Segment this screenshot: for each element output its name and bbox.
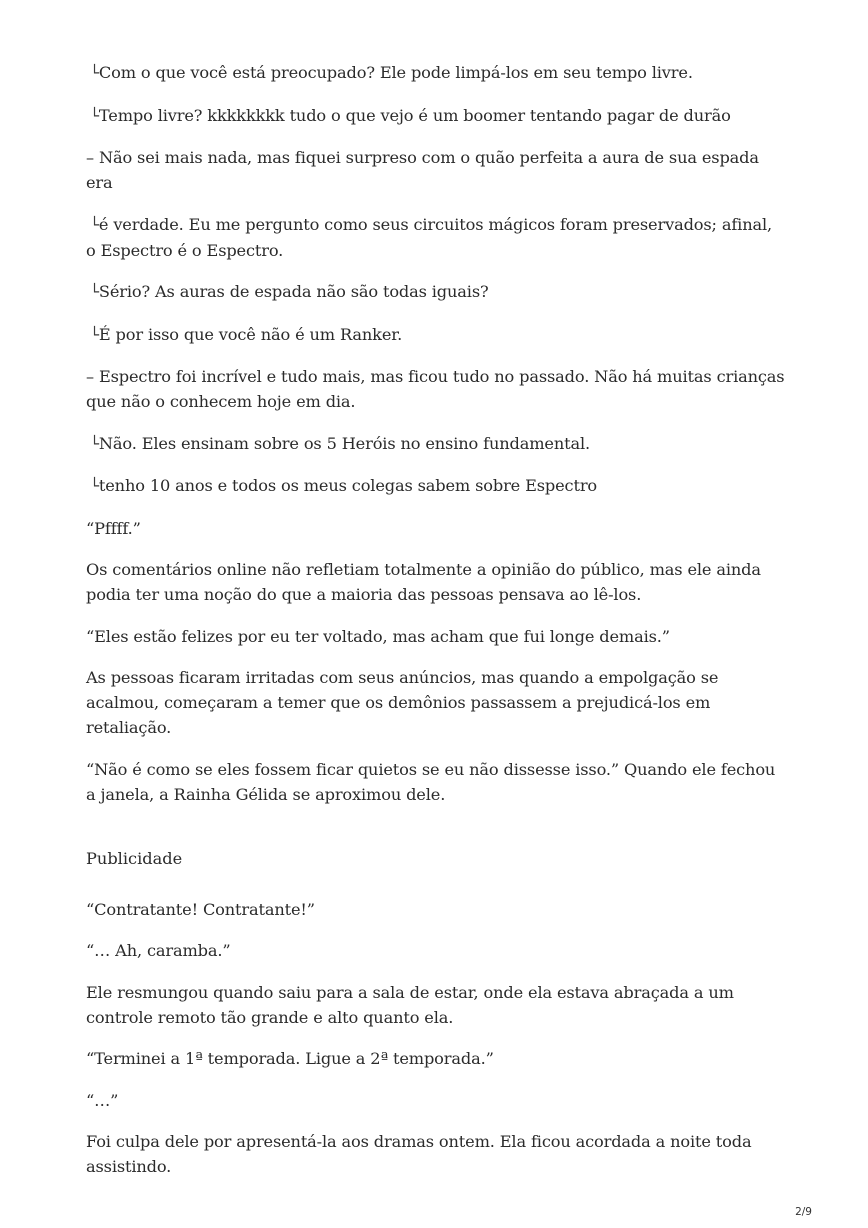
comment-reply [86, 60, 786, 86]
comment-text: Com o que você está preocupado? Ele pode limpá-los em seu tempo livre. [98, 63, 693, 82]
comment-reply [86, 212, 786, 263]
reply-marker: └ [90, 325, 99, 344]
comment-reply [86, 279, 786, 305]
reply-marker: └ [90, 283, 99, 301]
paragraph: Foi culpa dele por apresentá-la aos dramas ontem. Ela ficou acordada a noite toda assistindo. [86, 1132, 752, 1176]
comment-text: tenho 10 anos e todos os meus colegas sabem sobre Espectro [98, 476, 598, 495]
paragraph: “Terminei a 1ª temporada. Ligue a 2ª temporada.” [86, 1049, 494, 1068]
page-number: 2/9 [795, 1206, 812, 1218]
paragraph: Os comentários online não refletiam totalmente a opinião do público, mas ele ainda podia ter uma noção do que a maioria das pessoas pensava ao lê-los. [86, 560, 761, 604]
paragraph: “Eles estão felizes por eu ter voltado, mas acham que fui longe demais.” [86, 626, 670, 646]
reply-marker: └ [90, 106, 99, 125]
document-body [86, 60, 786, 1196]
reply-marker: └ [90, 215, 99, 234]
comment-thread [86, 60, 786, 499]
comment-text: é verdade. Eu me pergunto como seus circuitos mágicos foram preservados; afinal, o Espectro é o Espectro. [86, 214, 773, 260]
comment-text: – Espectro foi incrível e tudo mais, mas ficou tudo no passado. Não há muitas crianças que não o conhecem hoje em dia. [86, 367, 785, 411]
paragraph: “Contratante! Contratante!” [86, 899, 315, 919]
comment-text: É por isso que você não é um Ranker. [98, 324, 403, 344]
paragraph: “…” [86, 1090, 119, 1110]
advertisement-label: Publicidade [86, 848, 183, 868]
comment-text: – Não sei mais nada, mas fiquei surpreso com o quão perfeita a aura de sua espada era [86, 148, 759, 192]
paragraph: “… Ah, caramba.” [86, 941, 231, 960]
reply-marker: └ [90, 477, 99, 495]
comment-text: Sério? As auras de espada não são todas iguais? [98, 282, 489, 301]
paragraph: “Não é como se eles fossem ficar quietos se eu não dissesse isso.” Quando ele fechou a janela, a Rainha Gélida se aproximou dele. [86, 759, 776, 804]
comment-reply [86, 431, 786, 457]
reply-marker: └ [90, 434, 99, 453]
reply-marker: └ [90, 64, 99, 82]
paragraph: Ele resmungou quando saiu para a sala de estar, onde ela estava abraçada a um controle remoto tão grande e alto quanto ela. [86, 982, 734, 1027]
comment-text: Tempo livre? kkkkkkkk tudo o que vejo é um boomer tentando pagar de durão [98, 105, 731, 125]
paragraph: “Pffff.” [86, 518, 141, 538]
comment-reply [86, 322, 786, 348]
paragraph: As pessoas ficaram irritadas com seus anúncios, mas quando a empolgação se acalmou, começaram a temer que os demônios passassem a prejudicá-los em retaliação. [86, 668, 719, 737]
comment-reply [86, 473, 786, 499]
comment-reply [86, 103, 786, 129]
comment-text: Não. Eles ensinam sobre os 5 Heróis no ensino fundamental. [98, 433, 590, 453]
